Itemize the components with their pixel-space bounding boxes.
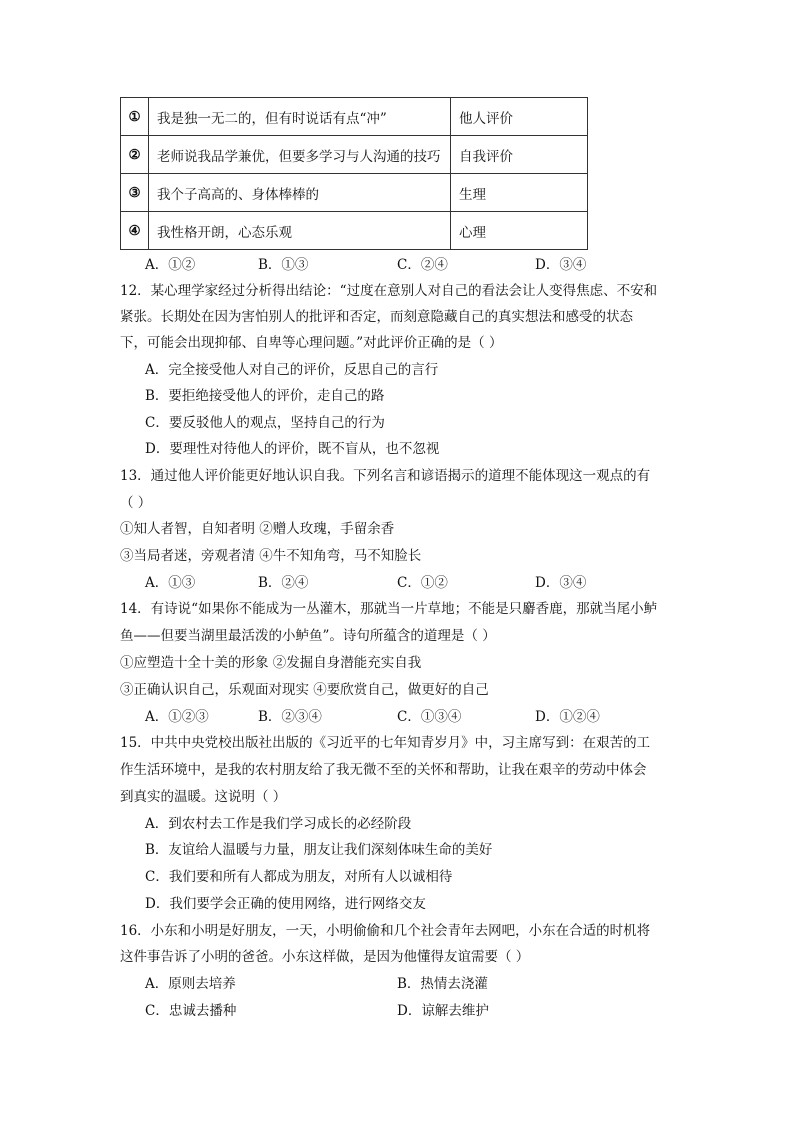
q11-option-b[interactable]: B．①③ — [258, 257, 309, 273]
q16-option-d[interactable]: D．谅解去维护 — [397, 1003, 489, 1019]
q12-option-b[interactable]: B．要拒绝接受他人的评价，走自己的路 — [145, 388, 385, 404]
table-row — [121, 174, 588, 212]
row-number: ④ — [121, 212, 149, 250]
q12-stem-line-2: 紧张。长期处在因为害怕别人的批评和否定，而刻意隐藏自己的真实想法和感受的状态 — [120, 309, 633, 325]
q15-option-a[interactable]: A．到农村去工作是我们学习成长的必经阶段 — [145, 816, 412, 832]
row-statement: 我个子高高的、身体棒棒的 — [149, 174, 451, 212]
q13-stem-line-2: （ ） — [120, 495, 152, 511]
q15-option-c[interactable]: C．我们要和所有人都成为朋友，对所有人以诚相待 — [145, 869, 453, 885]
row-category: 自我评价 — [451, 136, 588, 174]
q16-option-b[interactable]: B．热情去浇灌 — [397, 976, 488, 992]
q15-option-d[interactable]: D．我们要学会正确的使用网络，进行网络交友 — [145, 896, 426, 912]
q13-option-d[interactable]: D．③④ — [535, 575, 587, 591]
q14-option-d[interactable]: D．①②④ — [535, 709, 600, 725]
q12-stem-line-3: 下，可能会出现抑郁、自卑等心理问题。”对此评价正确的是（ ） — [120, 335, 503, 351]
q14-item-line-1: ①应塑造十全十美的形象 ②发掘自身潜能充实自我 — [120, 655, 422, 671]
q12-option-d[interactable]: D．要理性对待他人的评价，既不盲从，也不忽视 — [145, 441, 440, 457]
q12-option-c[interactable]: C．要反驳他人的观点，坚持自己的行为 — [145, 415, 385, 431]
table-row — [121, 212, 588, 250]
q14-option-c[interactable]: C．①③④ — [397, 709, 462, 725]
q13-option-c[interactable]: C．①② — [397, 575, 448, 591]
q14-item-line-2: ③正确认识自己，乐观面对现实 ④要欣赏自己，做更好的自己 — [120, 682, 489, 698]
q16-option-a[interactable]: A．原则去培养 — [145, 976, 236, 992]
q14-option-b[interactable]: B．②③④ — [258, 709, 322, 725]
q15-stem-line-2: 作生活环境中，是我的农村朋友给了我无微不至的关怀和帮助，让我在艰辛的劳动中体会 — [120, 762, 647, 778]
q16-stem-line-1: 16．小东和小明是好朋友，一天，小明偷偷和几个社会青年去网吧，小东在合适的时机将 — [120, 923, 651, 939]
q12-stem-line-1: 12．某心理学家经过分析得出结论：“过度在意别人对自己的看法会让人变得焦虑、不安和 — [120, 283, 658, 299]
q11-option-d[interactable]: D．③④ — [535, 257, 587, 273]
row-number: ③ — [121, 174, 149, 212]
q13-item-line-1: ①知人者智，自知者明 ②赠人玫瑰，手留余香 — [120, 521, 395, 537]
q16-option-c[interactable]: C．忠诚去播种 — [145, 1003, 237, 1019]
q12-option-a[interactable]: A．完全接受他人对自己的评价，反思自己的言行 — [145, 362, 439, 378]
q15-stem-line-1: 15．中共中央党校出版社出版的《习近平的七年知青岁月》中，习主席写到：在艰苦的工 — [120, 735, 651, 751]
row-number: ② — [121, 136, 149, 174]
q15-option-b[interactable]: B．友谊给人温暖与力量，朋友让我们深刻体味生命的美好 — [145, 842, 493, 858]
q16-stem-line-2: 这件事告诉了小明的爸爸。小东这样做，是因为他懂得友谊需要（ ） — [120, 949, 530, 965]
row-statement: 我性格开朗，心态乐观 — [149, 212, 451, 250]
q14-option-a[interactable]: A．①②③ — [145, 709, 209, 725]
row-category: 生理 — [451, 174, 588, 212]
q11-option-a[interactable]: A．①② — [145, 257, 196, 273]
q15-stem-line-3: 到真实的温暖。这说明（ ） — [120, 789, 287, 805]
q13-option-a[interactable]: A．①③ — [145, 575, 196, 591]
table-row — [121, 136, 588, 174]
q13-item-line-2: ③当局者迷，旁观者清 ④牛不知角弯，马不知脸长 — [120, 548, 422, 564]
row-number: ① — [121, 98, 149, 136]
row-category: 他人评价 — [451, 98, 588, 136]
q13-option-b[interactable]: B．②④ — [258, 575, 309, 591]
evaluation-table — [120, 97, 588, 250]
q13-stem-line-1: 13．通过他人评价能更好地认识自我。下列名言和谚语揭示的道理不能体现这一观点的有 — [120, 468, 651, 484]
row-statement: 老师说我品学兼优，但要多学习与人沟通的技巧 — [149, 136, 451, 174]
table-row — [121, 98, 588, 136]
q14-stem-line-1: 14．有诗说“如果你不能成为一丛灌木，那就当一片草地；不能是只麝香鹿，那就当尾小鲈 — [120, 601, 658, 617]
row-statement: 我是独一无二的，但有时说话有点“冲” — [149, 98, 451, 136]
row-category: 心理 — [451, 212, 588, 250]
q14-stem-line-2: 鱼——但要当湖里最活泼的小鲈鱼”。诗句所蕴含的道理是（ ） — [120, 628, 496, 644]
q11-option-c[interactable]: C．②④ — [397, 257, 448, 273]
